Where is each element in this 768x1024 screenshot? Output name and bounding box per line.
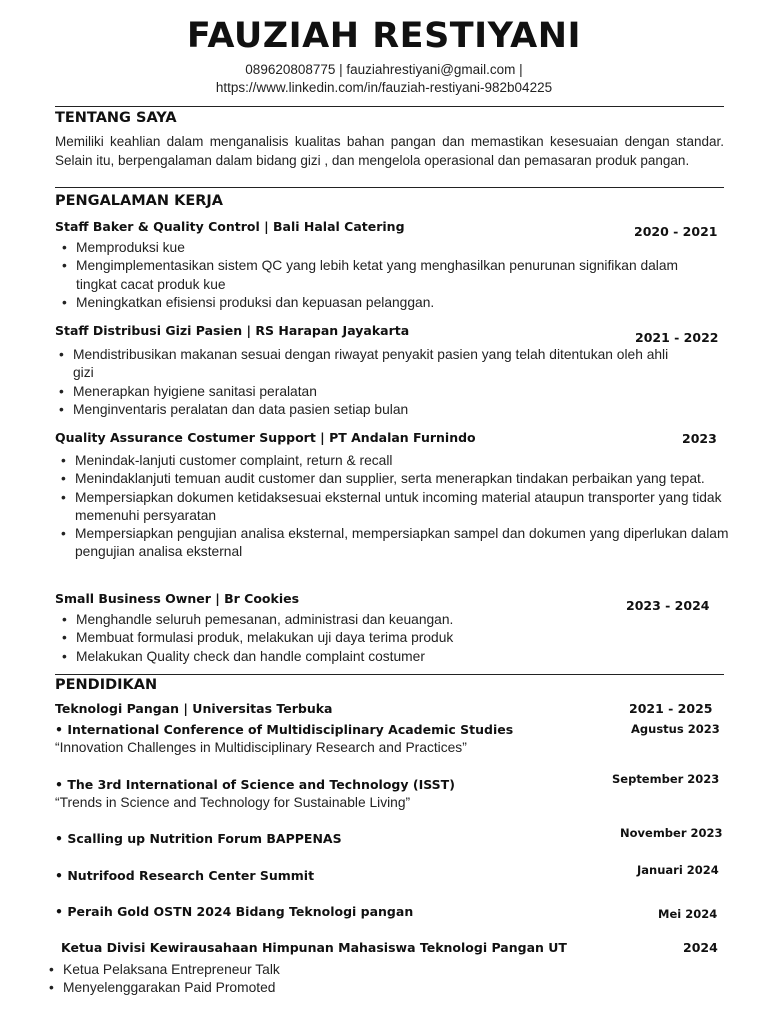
candidate-name: FAUZIAH RESTIYANI (186, 16, 582, 56)
org-bullets (45, 961, 445, 998)
event-subtitle: “Trends in Science and Technology for Sustainable Living” (55, 795, 411, 810)
section-heading-education: PENDIDIKAN (55, 677, 158, 693)
divider (55, 106, 724, 107)
event-subtitle: “Innovation Challenges in Multidisciplinary Research and Practices” (55, 740, 467, 755)
degree-title: Teknologi Pangan | Universitas Terbuka (55, 701, 333, 716)
list-item: • Menghandle seluruh pemesanan, administrasi dan keuangan. (58, 611, 718, 629)
about-text: Memiliki keahlian dalam menganalisis kualitas bahan pangan dan memastikan kesesuaian dengan standar. Selain itu, berpengalaman dalam bidang gizi , dan mengelola operasional dan pemasaran produk pangan. (55, 134, 724, 168)
section-heading-experience: PENGALAMAN KERJA (55, 193, 224, 209)
job-years: 2020 - 2021 (634, 224, 718, 239)
job-bullets (58, 239, 708, 312)
list-item: • Mempersiapkan pengujian analisa eksternal, mempersiapkan sampel dan dokumen yang diperlukan dalam pengujian analisa eksternal (57, 525, 745, 562)
event-date: November 2023 (620, 826, 723, 840)
job-years: 2023 (682, 431, 717, 446)
list-item: • Memproduksi kue (58, 239, 708, 257)
list-item: • Menindaklanjuti temuan audit customer dan supplier, serta menerapkan tindakan perbaikan yang tepat. (57, 470, 745, 488)
list-item: • Menerapkan hyigiene sanitasi peralatan (55, 383, 680, 401)
event-date: Agustus 2023 (631, 722, 720, 736)
list-item: • Ketua Pelaksana Entrepreneur Talk (45, 961, 445, 979)
degree-years: 2021 - 2025 (629, 701, 713, 716)
event-title: • Nutrifood Research Center Summit (55, 868, 315, 883)
list-item: • Mendistribusikan makanan sesuai dengan riwayat penyakit pasien yang telah ditentukan oleh ahli gizi (55, 346, 680, 383)
job-title: Quality Assurance Costumer Support | PT Andalan Furnindo (55, 430, 476, 445)
job-title: Small Business Owner | Br Cookies (55, 591, 300, 606)
event-title: • International Conference of Multidisciplinary Academic Studies (55, 722, 514, 737)
job-title: Staff Baker & Quality Control | Bali Halal Catering (55, 219, 405, 234)
list-item: • Melakukan Quality check dan handle complaint costumer (58, 648, 718, 666)
org-years: 2024 (683, 940, 718, 955)
list-item: • Membuat formulasi produk, melakukan uji daya terima produk (58, 629, 718, 647)
event-date: Januari 2024 (637, 863, 719, 877)
section-heading-about: TENTANG SAYA (55, 110, 177, 126)
event-title: • Peraih Gold OSTN 2024 Bidang Teknologi pangan (55, 904, 414, 919)
list-item: • Menyelenggarakan Paid Promoted (45, 979, 445, 997)
event-date: Mei 2024 (658, 907, 718, 921)
contact-line-phone-email: 089620808775 | fauziahrestiyani@gmail.com | (245, 62, 523, 77)
job-years: 2023 - 2024 (626, 598, 710, 613)
event-title: • Scalling up Nutrition Forum BAPPENAS (55, 831, 342, 846)
list-item: • Menindak-lanjuti customer complaint, return & recall (57, 452, 745, 470)
list-item: • Mempersiapkan dokumen ketidaksesuai eksternal untuk incoming material ataupun transporter yang tidak memenuhi persyaratan (57, 489, 745, 526)
job-bullets (58, 611, 718, 666)
job-title: Staff Distribusi Gizi Pasien | RS Harapan Jayakarta (55, 323, 410, 338)
contact-line-linkedin: https://www.linkedin.com/in/fauziah-restiyani-982b04225 (215, 80, 553, 95)
divider (55, 187, 724, 188)
event-title: • The 3rd International of Science and Technology (ISST) (55, 777, 455, 792)
job-years: 2021 - 2022 (635, 330, 719, 345)
event-date: September 2023 (612, 772, 720, 786)
job-bullets (55, 346, 680, 419)
list-item: • Mengimplementasikan sistem QC yang lebih ketat yang menghasilkan penurunan signifikan dalam tingkat cacat produk kue (58, 257, 708, 294)
list-item: • Meningkatkan efisiensi produksi dan kepuasan pelanggan. (58, 294, 708, 312)
list-item: • Menginventaris peralatan dan data pasien setiap bulan (55, 401, 680, 419)
org-title: Ketua Divisi Kewirausahaan Himpunan Mahasiswa Teknologi Pangan UT (61, 940, 567, 955)
divider (55, 674, 724, 675)
job-bullets (57, 452, 745, 562)
